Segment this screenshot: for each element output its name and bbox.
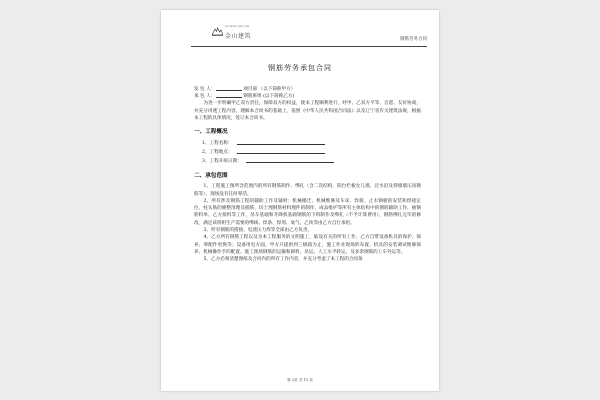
- logo-icon: [212, 26, 223, 36]
- party-b-suffix: 钢筋班组 (以下简称乙方): [243, 94, 295, 100]
- page-title: 钢筋劳务承包合同: [268, 64, 332, 72]
- page-header: [191, 22, 427, 47]
- party-a-blank: [216, 86, 242, 91]
- party-a-suffix: 项目部 （以下简称甲方）: [243, 87, 296, 92]
- section-heading-project-overview: 一、工程概况: [194, 129, 228, 136]
- company-logo: [212, 22, 252, 42]
- project-name-field: [194, 139, 421, 148]
- party-a-label: 发 包 人：: [194, 87, 216, 92]
- scope-paragraph: 4、乙方所有钢筋工程以及为本工程服务的文明施工，临设有关的所有工作，乙方自带设备机具的保护、保养、零配件更换等；设备用电方面，甲方只提供到三级箱为止，施工作业现场的布置、机具的安装调试维修保养、机械操作手的配置、施工现场钢筋的运输和卸料，吊运、人工水平转运，及多余钢筋的上车外运等。: [194, 235, 421, 255]
- logo-english-text: Jin Shan Jian Cai: [225, 24, 250, 28]
- scope-paragraph: 1、工程施工图所含范围内的所有钢筋制作、绑扎（含二次结构、阳台栏板女儿墙、泛水沿及抑墙墙压顶钢筋等），现场没有任何零活。: [194, 184, 421, 197]
- party-b-label: 承 包 人：: [194, 94, 216, 100]
- fill-line: [237, 149, 325, 154]
- scope-paragraph: 3、所有钢筋的搭接、电渣压力焊等全部由乙方负责。: [203, 228, 313, 234]
- field-label: 1、工程名称：: [202, 141, 233, 147]
- section-heading-scope: 二、承包范围: [194, 173, 228, 180]
- logo-chinese-text: 金山建筑: [225, 33, 252, 40]
- document-body: [194, 86, 421, 264]
- header-right-title: 钢筋劳务合同: [400, 37, 427, 42]
- fill-line: [246, 158, 334, 163]
- fill-line: [237, 140, 325, 145]
- page-number: 第 2页 共 11 页: [287, 378, 313, 382]
- document-page: [161, 10, 439, 391]
- scope-paragraph: 5、乙方必须清楚图纸及合同内的所有工作内容，并充分考虑了本工程的合同条: [203, 257, 363, 263]
- party-a-line: [194, 86, 421, 93]
- field-label: 3、工程开竣日期：: [202, 159, 242, 165]
- party-b-blank: [216, 93, 242, 98]
- project-dates-field: [194, 157, 421, 166]
- field-label: 2、工程地点：: [202, 150, 233, 156]
- party-b-line: [194, 93, 421, 100]
- intro-paragraph: 为进一步明确甲乙双方责任，保障双方的权益，使本工程顺利进行，经甲、乙双方平等、自愿、友好协商，并充分讲透工程内容，理解本合同书的基础上，依照《中华人民共和国合同法》以及辽宁省有关建筑法规，根据本工程的具体情况，签订本合同书。: [194, 101, 421, 121]
- project-location-field: [194, 148, 421, 157]
- scope-paragraph: 2、所有涉及钢筋工程的辅助工作及辅材：机械搬迁，机械维修及车床、焊接、止水钢板的安装和焊接定位，柱头筋的修整清理及插筋，切土埋钢筋材料埋件的制作，成品维护等所有主体结构中的钢筋辅助工作，抽钢筋料单、乙方接料等工作，吊车基础和升降机基础钢筋的下料制作及绑扎（不予计算费用），钢筋绑扎完毕的修改，满足该班组生产需要的绑线、焊条、焊剂、氧气、乙炔等由乙方自行承担。: [194, 198, 421, 226]
